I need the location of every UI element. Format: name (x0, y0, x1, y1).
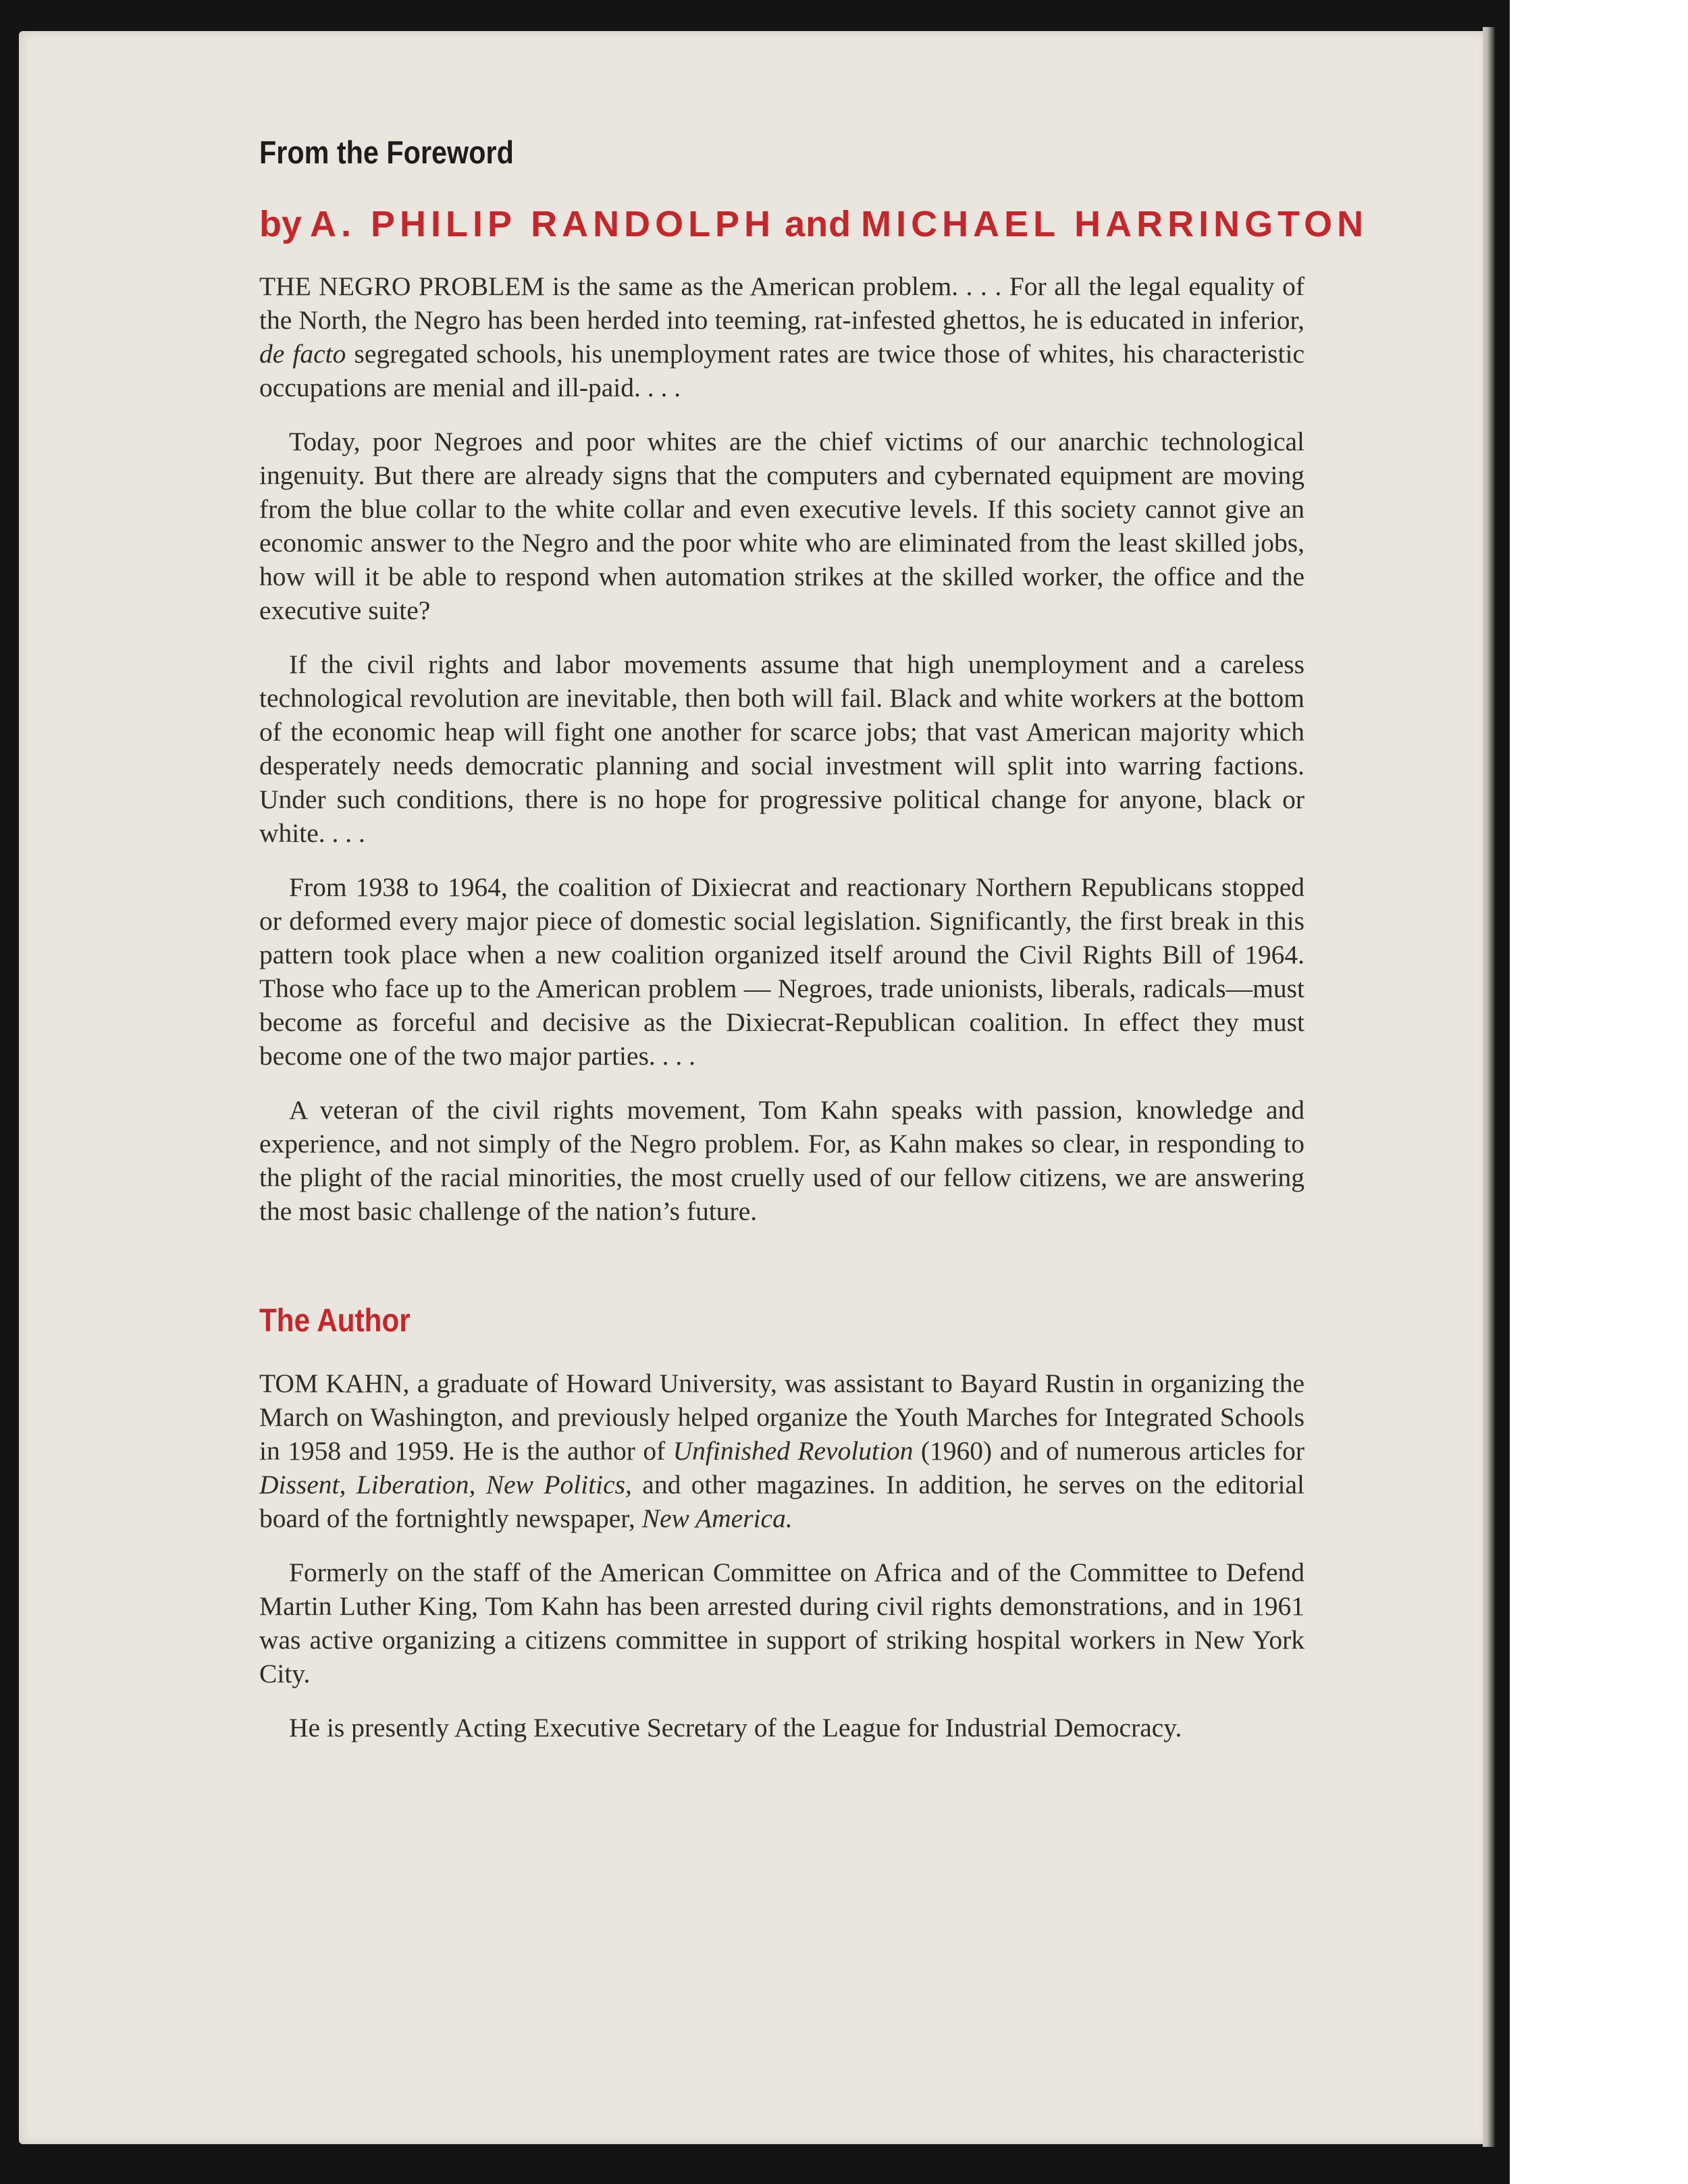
author-heading: The Author (259, 1303, 411, 1339)
magazine-titles: Dissent, Liberation, New Politics, (259, 1470, 632, 1499)
byline-author-2: MICHAEL HARRINGTON (861, 204, 1369, 244)
foreword-heading: From the Foreword (259, 134, 514, 170)
foreword-paragraph-2: Today, poor Negroes and poor whites are the chief victims of our anarchic technological ingenuity. But there are already signs that the computers and cybernated equipment are moving from the blue collar to the white collar and even executive levels. If this society cannot give an economic answer to the Negro and the poor white who are eliminated from the least skilled jobs, how will it be able to respond when automation strikes at the skilled worker, the office and the executive suite? (259, 427, 1304, 625)
byline-by: by (259, 204, 302, 244)
foreword-paragraph-4: From 1938 to 1964, the coalition of Dixiecrat and reactionary Northern Republicans stopped or deformed every major piece of domestic social legislation. Significantly, the first break in this pattern took place when a new coalition organized itself around the Civil Rights Bill of 1964. Those who face up to the American problem — Negroes, trade unionists, liberals, radicals—must become as forceful and decisive as the Dixiecrat-Republican coalition. In effect they must become one of the two major parties. . . . (259, 872, 1304, 1071)
page-edge (1483, 27, 1495, 2147)
author-paragraph-1 (259, 1366, 1304, 1535)
byline-and: and (785, 204, 852, 244)
author-paragraph-3: He is presently Acting Executive Secretary of the League for Industrial Democracy. (289, 1713, 1182, 1742)
newspaper-title: New America. (641, 1503, 793, 1533)
text-run: and other magazines. In addition, he serves on the editorial board of the fortnightly newspaper, (259, 1470, 1304, 1533)
foreword-byline (259, 203, 1369, 245)
author-paragraph-2: Formerly on the staff of the American Committee on Africa and of the Committee to Defend Martin Luther King, Tom Kahn has been arrested during civil rights demonstrations, and in 1961 was active organizing a citizens committee in support of striking hospital workers in New York City. (259, 1557, 1304, 1688)
foreword-paragraph-3: If the civil rights and labor movements assume that high unemployment and a careless technological revolution are inevitable, then both will fail. Black and white workers at the bottom of the economic heap will fight one another for scarce jobs; that vast American majority which desperately needs democratic planning and social investment will split into warring factions. Under such conditions, there is no hope for progressive political change for anyone, black or white. . . . (259, 649, 1304, 848)
text-run: (1960) and of numerous articles for (913, 1436, 1304, 1466)
foreword-paragraph-5: A veteran of the civil rights movement, Tom Kahn speaks with passion, knowledge and experience, and not simply of the Negro problem. For, as Kahn makes so clear, in responding to the plight of the racial minorities, the most cruelly used of our fellow citizens, we are answering the most basic challenge of the nation’s future. (259, 1095, 1304, 1226)
text-run: TOM KAHN, a graduate of Howard University, was assistant to Bayard Rustin in organizing the March on Washington, and previously helped organize the Youth Marches for Integrated Schools in 1958 and 1959. He is the author of (259, 1368, 1304, 1466)
italic-term: de facto (259, 339, 346, 369)
foreword-paragraph-1 (259, 269, 1304, 404)
byline-author-1: A. PHILIP RANDOLPH (310, 204, 776, 244)
book-title: Unfinished Revolution (672, 1436, 914, 1466)
text-run: THE NEGRO PROBLEM is the same as the American problem. . . . For all the legal equality of the North, the Negro has been herded into teeming, rat-infested ghettos, he is educated in inferior, (259, 271, 1304, 335)
text-run: segregated schools, his unemployment rates are twice those of whites, his characteristic occupations are menial and ill-paid. . . . (259, 339, 1305, 402)
page-content (259, 134, 1369, 1765)
